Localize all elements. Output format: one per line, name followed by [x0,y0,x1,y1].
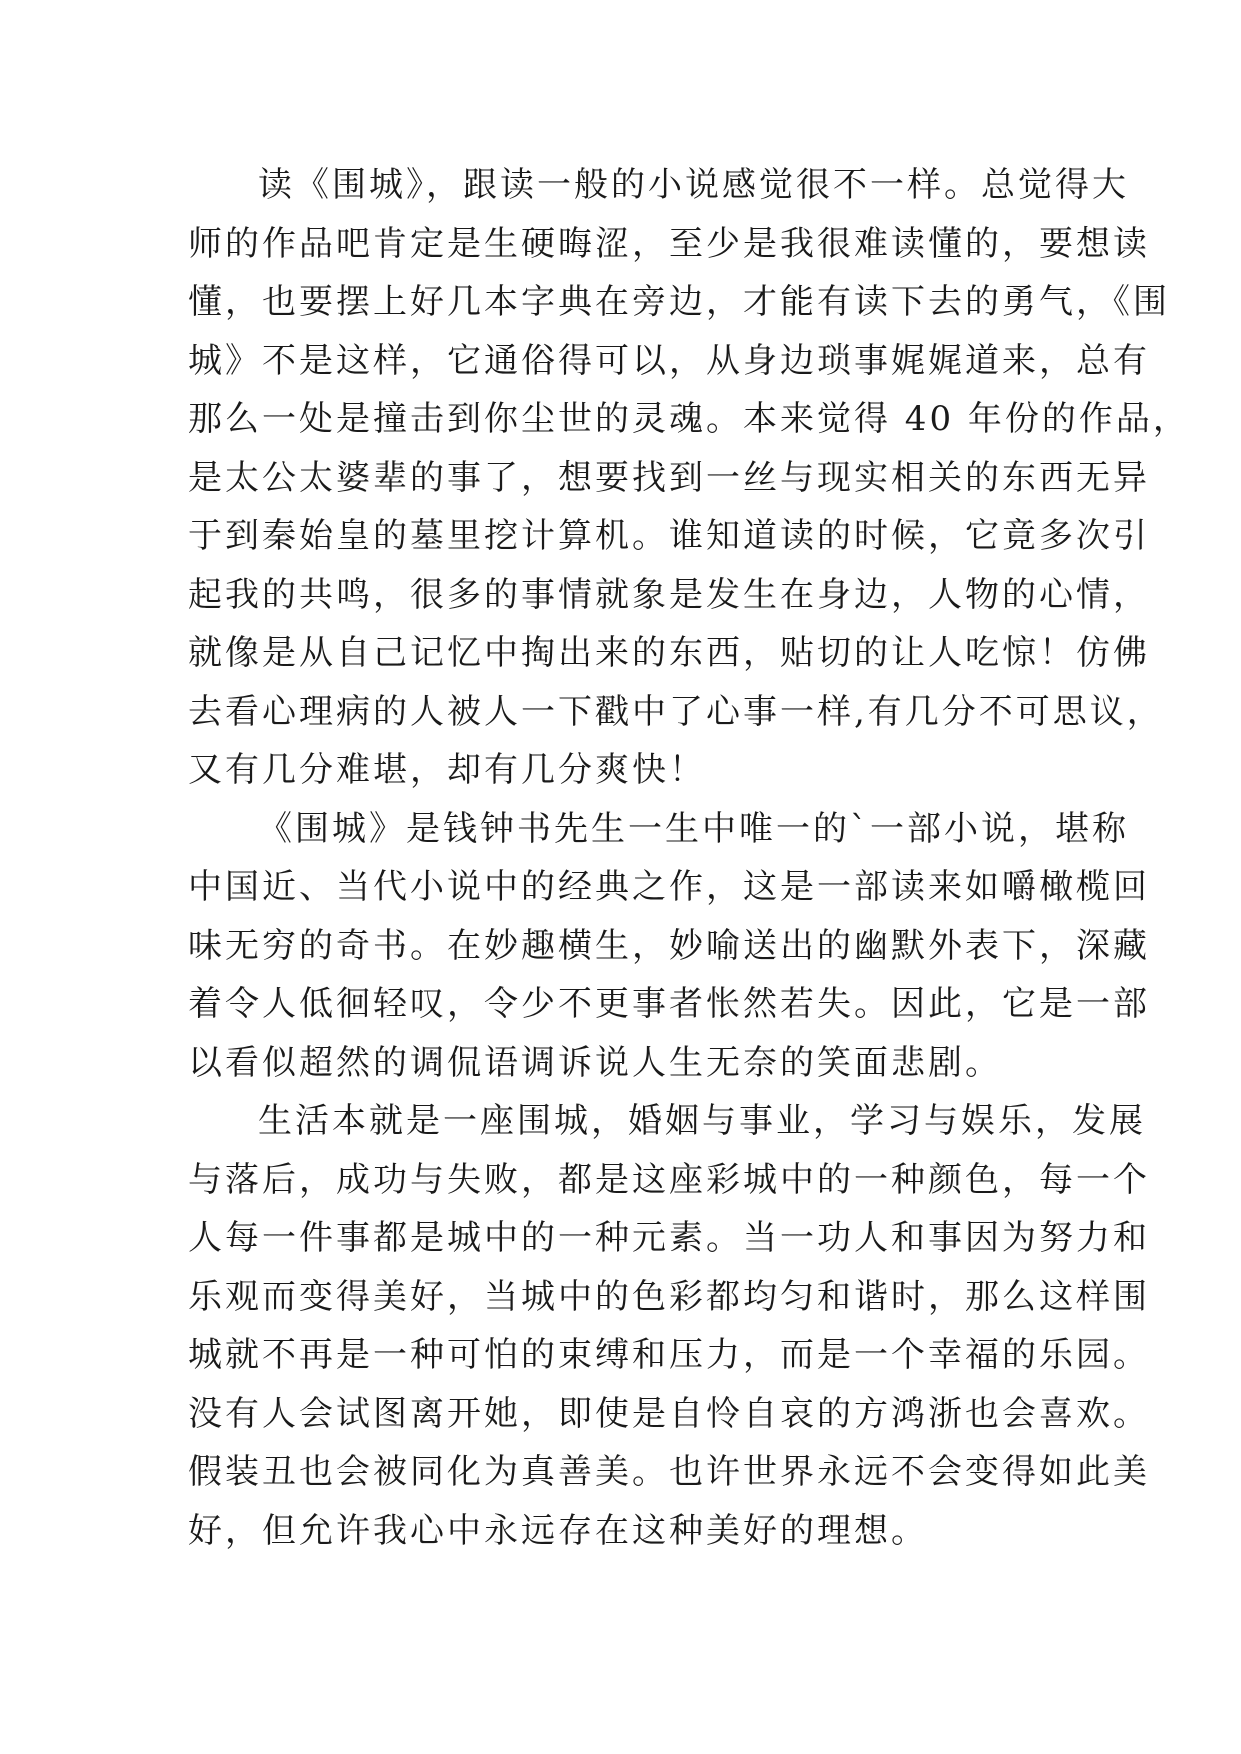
paragraph-1-line-7: 于到秦始皇的墓里挖计算机。谁知道读的时候，它竟多次引 [188,516,1150,556]
paragraph-3-line-8: 好，但允许我心中永远存在这种美好的理想。 [188,1510,928,1551]
paragraph-1-line-11: 又有几分难堪，却有几分爽快！ [188,750,706,790]
paragraph-1-line-5: 那么一处是撞击到你尘世的灵魂。本来觉得 40 年份的作品， [188,399,1190,439]
paragraph-3-line-5: 城就不再是一种可怕的束缚和压力，而是一个幸福的乐园。 [188,1335,1150,1375]
paragraph-1-line-10: 去看心理病的人被人一下戳中了心事一样,有几分不可思议， [188,691,1164,732]
paragraph-3-line-3: 人每一件事都是城中的一种元素。当一功人和事因为努力和 [188,1218,1150,1258]
paragraph-1-line-2: 师的作品吧肯定是生硬晦涩，至少是我很难读懂的，要想读 [188,223,1150,264]
paragraph-3-line-2: 与落后，成功与失败，都是这座彩城中的一种颜色，每一个 [188,1159,1150,1200]
paragraph-1-line-1: 读《围城》，跟读一般的小说感觉很不一样。总觉得大 [258,165,1129,205]
paragraph-2-line-4: 着令人低徊轻叹，令少不更事者怅然若失。因此，它是一部 [188,984,1150,1024]
paragraph-1-line-6: 是太公太婆辈的事了，想要找到一丝与现实相关的东西无异 [188,457,1150,498]
paragraph-1-line-9: 就像是从自己记忆中掏出来的东西，贴切的让人吃惊！仿佛 [188,633,1150,673]
paragraph-2-line-1: 《围城》是钱钟书先生一生中唯一的`一部小说，堪称 [258,808,1129,849]
paragraph-3-line-4: 乐观而变得美好，当城中的色彩都均匀和谐时，那么这样围 [188,1276,1150,1317]
paragraph-2-line-2: 中国近、当代小说中的经典之作，这是一部读来如嚼橄榄回 [188,867,1150,907]
paragraph-1-line-3: 懂，也要摆上好几本字典在旁边，才能有读下去的勇气，《围 [188,282,1170,322]
paragraph-2-line-3: 味无穷的奇书。在妙趣横生，妙喻送出的幽默外表下，深藏 [188,925,1150,966]
paragraph-1-line-8: 起我的共鸣，很多的事情就象是发生在身边，人物的心情， [188,574,1150,615]
paragraph-2-line-5: 以看似超然的调侃语调诉说人生无奈的笑面悲剧。 [188,1042,1002,1083]
paragraph-1-line-4: 城》不是这样，它通俗得可以，从身边琐事娓娓道来，总有 [188,340,1150,381]
paragraph-3-line-6: 没有人会试图离开她，即使是自怜自哀的方鸿浙也会喜欢。 [188,1393,1150,1434]
paragraph-3-line-7: 假装丑也会被同化为真善美。也许世界永远不会变得如此美 [188,1452,1150,1492]
paragraph-3-line-1: 生活本就是一座围城，婚姻与事业，学习与娱乐，发展 [258,1101,1146,1141]
document-body [188,156,1190,1560]
